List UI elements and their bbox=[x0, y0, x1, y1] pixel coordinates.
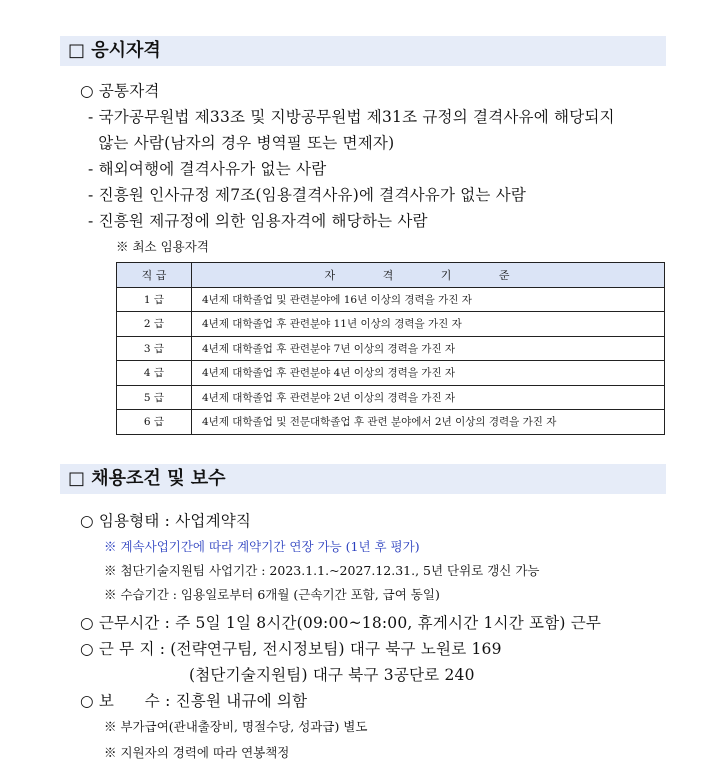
grade-cell: 2 급 bbox=[117, 312, 192, 337]
grade-cell: 3 급 bbox=[117, 336, 192, 361]
qualification-item-1-cont: 않는 사람(남자의 경우 병역필 또는 면제자) bbox=[88, 134, 395, 152]
table-row bbox=[117, 361, 665, 386]
criteria-cell: 4년제 대학졸업 및 전문대학졸업 후 관련 분야에서 2년 이상의 경력을 가진 자 bbox=[192, 410, 665, 435]
section-conditions-header: □ 채용조건 및 보수 bbox=[60, 464, 666, 494]
header-criteria: 자 격 기 준 bbox=[192, 263, 665, 288]
extra-pay-note: ※ 부가급여(관내출장비, 명절수당, 성과급) 별도 bbox=[104, 719, 368, 734]
pay: ○ 보 수 : 진흥원 내규에 의함 bbox=[80, 692, 308, 710]
grade-cell: 5 급 bbox=[117, 385, 192, 410]
min-qualification-note: ※ 최소 임용자격 bbox=[116, 239, 209, 254]
qualification-item-1: - 국가공무원법 제33조 및 지방공무원법 제31조 규정의 결격사유에 해당되지 bbox=[88, 108, 615, 126]
grade-cell: 4 급 bbox=[117, 361, 192, 386]
employment-type: ○ 임용형태 : 사업계약직 bbox=[80, 512, 252, 530]
table-header-row bbox=[117, 263, 665, 288]
table-row bbox=[117, 410, 665, 435]
table-row bbox=[117, 312, 665, 337]
salary-note: ※ 지원자의 경력에 따라 연봉책정 bbox=[104, 745, 290, 760]
work-hours: ○ 근무시간 : 주 5일 1일 8시간(09:00~18:00, 휴게시간 1시간 포함) 근무 bbox=[80, 614, 602, 632]
criteria-cell: 4년제 대학졸업 후 관련분야 11년 이상의 경력을 가진 자 bbox=[192, 312, 665, 337]
probation-note: ※ 수습기간 : 임용일로부터 6개월 (근속기간 포함, 급여 동일) bbox=[104, 587, 440, 602]
table-row bbox=[117, 385, 665, 410]
table-row bbox=[117, 287, 665, 312]
qualification-item-4: - 진흥원 제규정에 의한 임용자격에 해당하는 사람 bbox=[88, 212, 428, 230]
common-qualification-title: ○ 공통자격 bbox=[80, 82, 160, 100]
section-qualification-header: □ 응시자격 bbox=[60, 36, 666, 66]
min-qualification-table bbox=[116, 262, 665, 435]
criteria-cell: 4년제 대학졸업 후 관련분야 4년 이상의 경력을 가진 자 bbox=[192, 361, 665, 386]
grade-cell: 1 급 bbox=[117, 287, 192, 312]
table-row bbox=[117, 336, 665, 361]
work-location-2: (첨단기술지원팀) 대구 북구 3공단로 240 bbox=[189, 666, 475, 684]
qualification-item-2: - 해외여행에 결격사유가 없는 사람 bbox=[88, 160, 327, 178]
criteria-cell: 4년제 대학졸업 후 관련분야 2년 이상의 경력을 가진 자 bbox=[192, 385, 665, 410]
grade-cell: 6 급 bbox=[117, 410, 192, 435]
criteria-cell: 4년제 대학졸업 및 관련분야에 16년 이상의 경력을 가진 자 bbox=[192, 287, 665, 312]
header-grade: 직 급 bbox=[117, 263, 192, 288]
work-location-1: ○ 근 무 지 : (전략연구팀, 전시정보팀) 대구 북구 노원로 169 bbox=[80, 640, 502, 658]
qualification-item-3: - 진흥원 인사규정 제7조(임용결격사유)에 결격사유가 없는 사람 bbox=[88, 186, 527, 204]
criteria-cell: 4년제 대학졸업 후 관련분야 7년 이상의 경력을 가진 자 bbox=[192, 336, 665, 361]
project-period-note: ※ 첨단기술지원팀 사업기간 : 2023.1.1.~2027.12.31., 5년 단위로 갱신 가능 bbox=[104, 563, 540, 578]
contract-extension-note: ※ 계속사업기간에 따라 계약기간 연장 가능 (1년 후 평가) bbox=[104, 539, 420, 554]
